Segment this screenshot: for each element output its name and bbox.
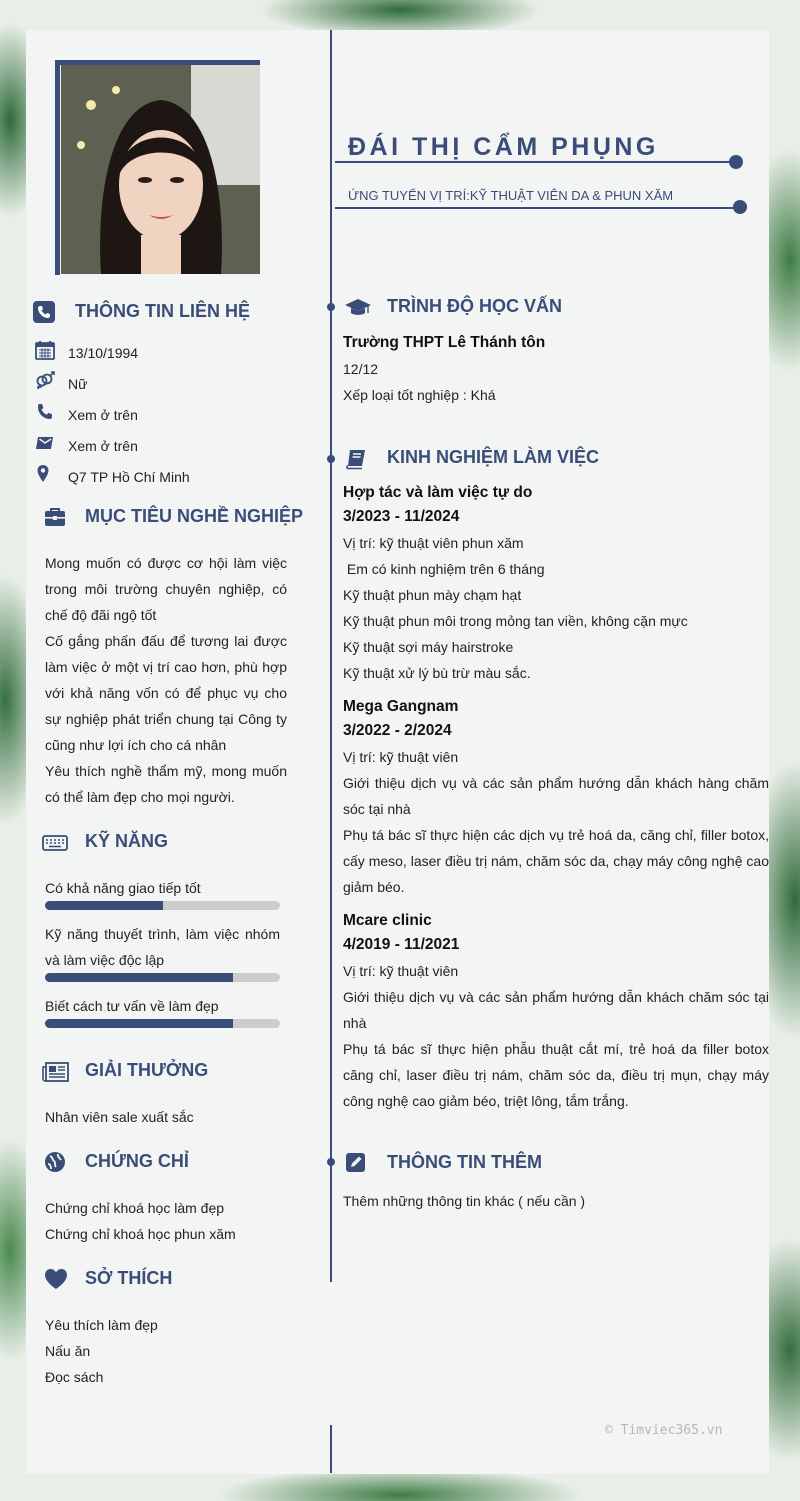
job-company: Hợp tác và làm việc tự do [343,484,533,501]
timeline-dot [327,303,335,311]
address-value: Q7 TP Hồ Chí Minh [68,469,190,485]
timeline-dot [327,1158,335,1166]
awards-title: GIẢI THƯỞNG [85,1060,209,1080]
hobby-item: Yêu thích làm đẹp [45,1317,158,1333]
objective-line: Mong muốn có được cơ hội làm việc trong môi trường chuyên nghiệp, có chế độ đãi ngộ tốt [45,555,287,623]
skill-bar [45,901,280,910]
job-line: Phụ tá bác sĩ thực hiện các dịch vụ trẻ hoá da, căng chỉ, filler botox, cấy meso, laser điều trị nám, chăm sóc da, chạy máy công nghệ cao giảm béo. [343,827,769,895]
job-line: Vị trí: kỹ thuật viên [343,963,459,979]
job-period: 3/2022 - 2/2024 [343,722,452,739]
location-icon [35,464,55,484]
hobby-item: Đọc sách [45,1369,104,1385]
job-line: Kỹ thuật phun môi trong mỏng tan viền, không cặn mực [343,613,688,629]
job-line: Phụ tá bác sĩ thực hiện phẫu thuật cắt mí, trẻ hoá da filler botox căng chỉ, laser điều trị nám, chăm sóc da, điều trị mụn, chạy máy công nghệ cao giảm béo, triệt lông, tắm trắng. [343,1041,769,1109]
hobby-item: Nấu ăn [45,1343,91,1359]
phone-box-icon [33,301,55,323]
position-underline-dot [733,200,747,214]
skill-bar [45,973,280,982]
job-line: Em có kinh nghiệm trên 6 tháng [343,561,545,577]
skill-bar-fill [45,973,233,982]
skill-bar-fill [45,1019,233,1028]
phone-icon [35,402,55,422]
graduation-cap-icon [344,296,366,318]
graduation-rank: Xếp loại tốt nghiệp : Khá [343,387,496,403]
keyboard-icon [42,832,64,854]
job-period: 3/2023 - 11/2024 [343,508,460,525]
experience-title: KINH NGHIỆM LÀM VIỆC [387,447,600,467]
position-title: ỨNG TUYỂN VỊ TRÍ:KỸ THUẬT VIÊN DA & PHUN XĂM [348,188,674,203]
globe-icon [44,1151,66,1173]
job-line: Vị trí: kỹ thuật viên phun xăm [343,535,524,551]
school-name: Trường THPT Lê Thánh tôn [343,334,546,351]
watermark: © Timviec365.vn [605,1423,723,1438]
job-line: Giới thiệu dịch vụ và các sản phẩm hướng dẫn khách hàng chăm sóc tại nhà [343,775,769,817]
extra-text: Thêm những thông tin khác ( nếu cần ) [343,1193,586,1209]
job-company: Mcare clinic [343,912,432,929]
name-underline [335,161,735,163]
certificate-item: Chứng chỉ khoá học phun xăm [45,1226,236,1242]
objective-line: Cố gắng phấn đấu để tương lai được làm việc ở một vị trí cao hơn, phù hợp với khả năng vốn có để phục vụ cho sự nghiệp phát triển chung tại Công ty cũng như lợi ích cho cá nhân [45,633,287,753]
job-company: Mega Gangnam [343,698,459,715]
skill-label: Kỹ năng thuyết trình, làm việc nhóm và làm việc độc lập [45,926,280,968]
job-line: Vị trí: kỹ thuật viên [343,749,459,765]
edit-icon [345,1151,367,1173]
skill-bar-fill [45,901,163,910]
timeline-line-bottom [330,1425,332,1473]
skill-label: Biết cách tư vấn về làm đẹp [45,998,219,1014]
job-line: Kỹ thuật sợi máy hairstroke [343,639,514,655]
certificates-title: CHỨNG CHỈ [85,1151,189,1171]
position-underline [335,207,739,209]
calendar-icon [35,340,55,360]
contact-title: THÔNG TIN LIÊN HỆ [75,301,250,321]
newspaper-icon [42,1061,64,1083]
heart-icon [44,1268,66,1290]
book-icon [345,448,367,470]
gender-value: Nữ [68,376,88,392]
school-grade: 12/12 [343,361,379,377]
certificate-item: Chứng chỉ khoá học làm đẹp [45,1200,225,1216]
education-title: TRÌNH ĐỘ HỌC VẤN [387,296,562,316]
name-underline-dot [729,155,743,169]
hobbies-title: SỞ THÍCH [85,1268,173,1288]
job-period: 4/2019 - 11/2021 [343,936,460,953]
objective-title: MỤC TIÊU NGHỀ NGHIỆP [85,506,304,526]
email-icon [35,433,55,453]
email-value: Xem ở trên [68,438,138,454]
gender-icon [35,371,55,391]
timeline-dot [327,455,335,463]
profile-photo [61,65,260,274]
job-line: Giới thiệu dịch vụ và các sản phẩm hướng dẫn khách chăm sóc tại nhà [343,989,769,1031]
job-line: Kỹ thuật xử lý bù trừ màu sắc. [343,665,531,681]
timeline-line [330,30,332,1282]
skill-bar [45,1019,280,1028]
skills-title: KỸ NĂNG [85,831,169,851]
birthday-value: 13/10/1994 [68,345,139,361]
objective-line: Yêu thích nghề thẩm mỹ, mong muốn có thể làm đẹp cho mọi người. [45,763,287,805]
candidate-name: ĐÁI THỊ CẨM PHỤNG [348,133,659,161]
phone-value: Xem ở trên [68,407,138,423]
extra-title: THÔNG TIN THÊM [387,1152,542,1172]
skill-label: Có khả năng giao tiếp tốt [45,880,201,896]
award-item: Nhân viên sale xuất sắc [45,1109,194,1125]
job-line: Kỹ thuật phun mày chạm hạt [343,587,522,603]
briefcase-icon [44,506,66,528]
